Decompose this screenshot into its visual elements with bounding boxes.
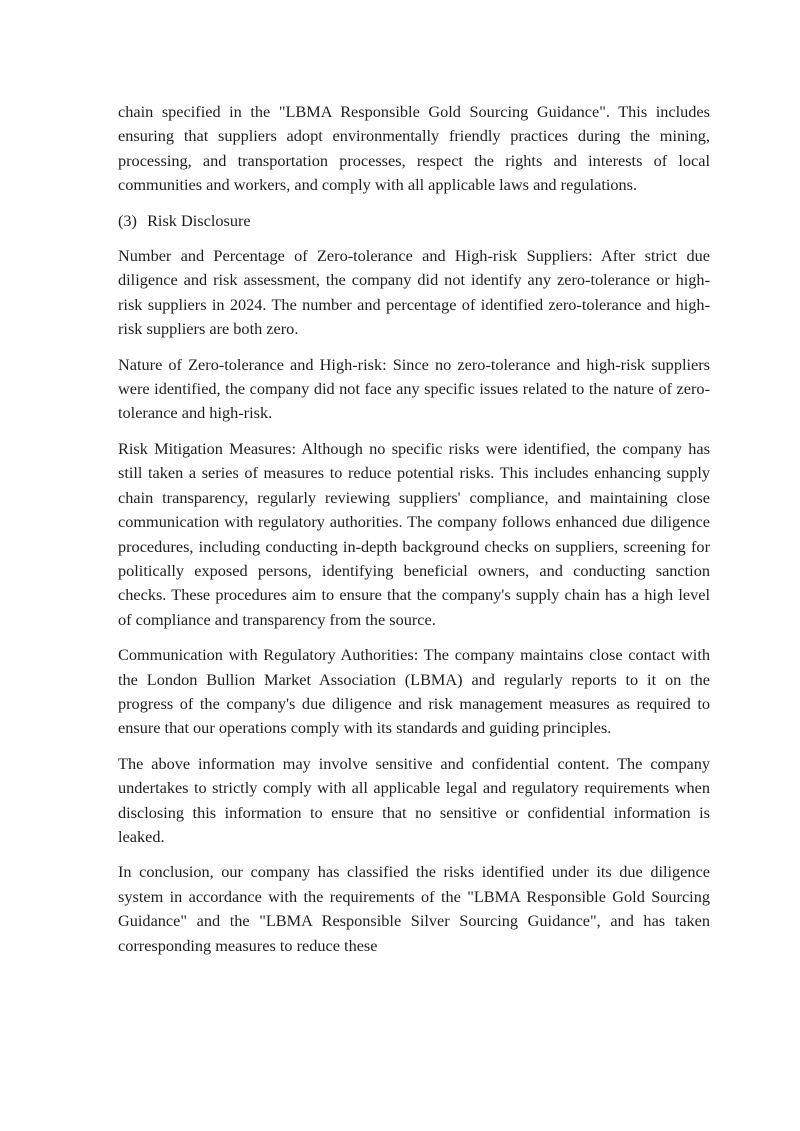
document-body [118, 100, 710, 958]
section-title: Risk Disclosure [147, 210, 251, 230]
paragraph-regulatory-communication: Communication with Regulatory Authorities: The company maintains close contact with the London Bullion Market Association (LBMA) and regularly reports to it on the progress of the company's due diligence and risk management measures as required to ensure that our operations comply with its standards and guiding principles. [118, 645, 710, 738]
paragraph-risk-mitigation: Risk Mitigation Measures: Although no specific risks were identified, the company has still taken a series of measures to reduce potential risks. This includes enhancing supply chain transparency, regularly reviewing suppliers' compliance, and maintaining close communication with regulatory authorities. The company follows enhanced due diligence procedures, including conducting in-depth background checks on suppliers, screening for politically exposed persons, identifying beneficial owners, and conducting sanction checks. These procedures aim to ensure that the company's supply chain has a high level of compliance and transparency from the source. [118, 438, 710, 629]
paragraph-supplier-count: Number and Percentage of Zero-tolerance and High-risk Suppliers: After strict due diligence and risk assessment, the company did not identify any zero-tolerance or high-risk suppliers in 2024. The number and percentage of identified zero-tolerance and high-risk suppliers are both zero. [118, 246, 710, 339]
paragraph-confidentiality: The above information may involve sensitive and confidential content. The company undertakes to strictly comply with all applicable legal and regulatory requirements when disclosing this information to ensure that no sensitive or confidential information is leaked. [118, 753, 710, 846]
section-heading [118, 209, 710, 233]
section-number: (3) [118, 210, 137, 230]
paragraph-risk-nature: Nature of Zero-tolerance and High-risk: Since no zero-tolerance and high-risk suppliers were identified, the company did not face any specific issues related to the nature of zero-tolerance and high-risk. [118, 354, 710, 423]
continuation-paragraph: chain specified in the "LBMA Responsible Gold Sourcing Guidance". This includes ensuring that suppliers adopt environmentally friendly practices during the mining, processing, and transportation processes, respect the rights and interests of local communities and workers, and comply with all applicable laws and regulations. [118, 102, 710, 195]
paragraph-conclusion: In conclusion, our company has classified the risks identified under its due diligence system in accordance with the requirements of the "LBMA Responsible Gold Sourcing Guidance" and the "LBMA Responsible Silver Sourcing Guidance", and has taken corresponding measures to reduce these [118, 862, 710, 955]
